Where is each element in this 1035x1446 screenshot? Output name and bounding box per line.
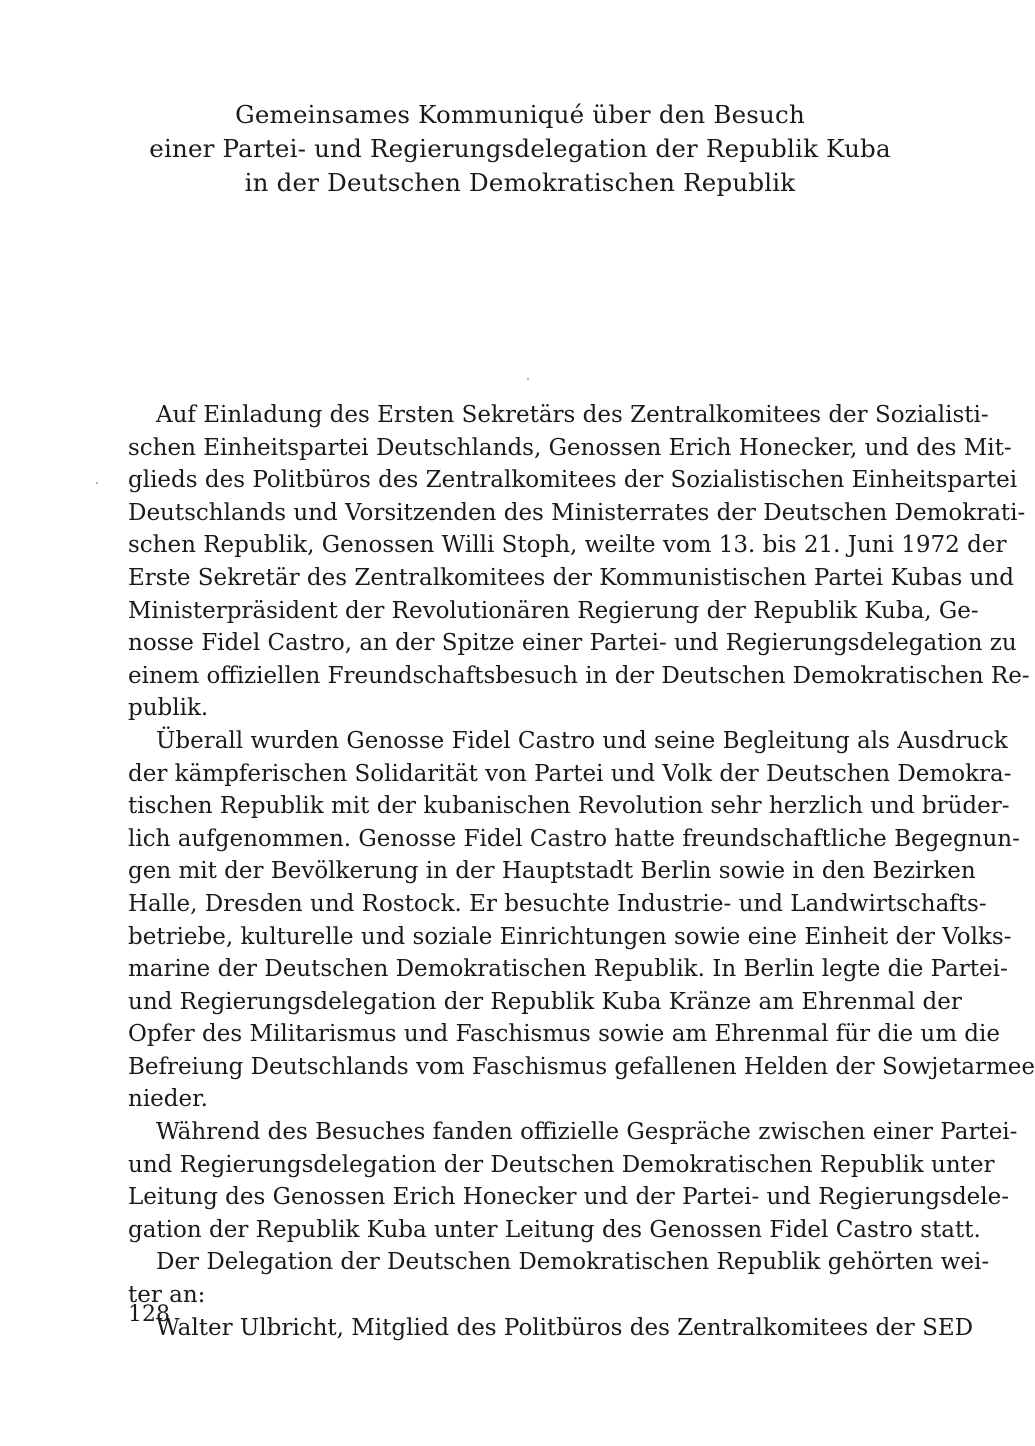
text-line: Befreiung Deutschlands vom Faschismus gefallenen Helden der Sowjetarmee [128, 1053, 1035, 1080]
title-line: in der Deutschen Demokratischen Republik [244, 168, 796, 197]
text-line: schen Einheitspartei Deutschlands, Genossen Erich Honecker, und des Mit- [128, 434, 1012, 461]
text-line: Überall wurden Genosse Fidel Castro und seine Begleitung als Ausdruck [156, 727, 1008, 754]
scan-speck [96, 482, 98, 484]
text-line: gation der Republik Kuba unter Leitung des Genossen Fidel Castro statt. [128, 1216, 981, 1243]
text-line: nieder. [128, 1086, 208, 1113]
text-line: Walter Ulbricht, Mitglied des Politbüros des Zentralkomitees der SED [156, 1314, 974, 1341]
document-title [140, 98, 900, 200]
page-number: 128 [128, 1302, 170, 1327]
text-line: und Regierungsdelegation der Republik Kuba Kränze am Ehrenmal der [128, 988, 962, 1015]
text-line: Während des Besuches fanden offizielle Gespräche zwischen einer Partei- [156, 1119, 1018, 1146]
title-line: einer Partei- und Regierungsdelegation der Republik Kuba [149, 134, 891, 163]
text-line: ter an: [128, 1282, 206, 1309]
text-line: gen mit der Bevölkerung in der Hauptstadt Berlin sowie in den Bezirken [128, 858, 976, 885]
text-line: Ministerpräsident der Revolutionären Regierung der Republik Kuba, Ge- [128, 597, 979, 624]
text-line: schen Republik, Genossen Willi Stoph, weilte vom 13. bis 21. Juni 1972 der [128, 532, 1007, 559]
text-line: der kämpferischen Solidarität von Partei und Volk der Deutschen Demokra- [128, 760, 1012, 787]
text-line: Der Delegation der Deutschen Demokratischen Republik gehörten wei- [156, 1249, 990, 1276]
text-line: Leitung des Genossen Erich Honecker und der Partei- und Regierungsdele- [128, 1184, 1010, 1211]
text-line: Auf Einladung des Ersten Sekretärs des Zentralkomitees der Sozialisti- [156, 402, 989, 428]
text-line: lich aufgenommen. Genosse Fidel Castro hatte freundschaftliche Begegnun- [128, 825, 1020, 852]
text-line: marine der Deutschen Demokratischen Republik. In Berlin legte die Partei- [128, 956, 1008, 983]
body-text [128, 399, 1035, 1344]
text-line: Opfer des Militarismus und Faschismus sowie am Ehrenmal für die um die [128, 1021, 1001, 1048]
text-line: Deutschlands und Vorsitzenden des Ministerrates der Deutschen Demokrati- [128, 499, 1026, 526]
text-line: publik. [128, 695, 209, 722]
text-line: glieds des Politbüros des Zentralkomitees der Sozialistischen Einheitspartei [128, 467, 1018, 494]
text-line: und Regierungsdelegation der Deutschen Demokratischen Republik unter [128, 1151, 995, 1178]
text-line: einem offiziellen Freundschaftsbesuch in der Deutschen Demokratischen Re- [128, 662, 1030, 689]
text-line: tischen Republik mit der kubanischen Revolution sehr herzlich und brüder- [128, 793, 1010, 820]
text-line: Halle, Dresden und Rostock. Er besuchte Industrie- und Landwirtschafts- [128, 890, 987, 917]
text-line: nosse Fidel Castro, an der Spitze einer Partei- und Regierungsdelegation zu [128, 630, 1017, 657]
title-line: Gemeinsames Kommuniqué über den Besuch [235, 100, 805, 129]
scan-speck [527, 378, 529, 380]
text-line: betriebe, kulturelle und soziale Einrichtungen sowie eine Einheit der Volks- [128, 923, 1012, 950]
text-line: Erste Sekretär des Zentralkomitees der Kommunistischen Partei Kubas und [128, 564, 1014, 591]
